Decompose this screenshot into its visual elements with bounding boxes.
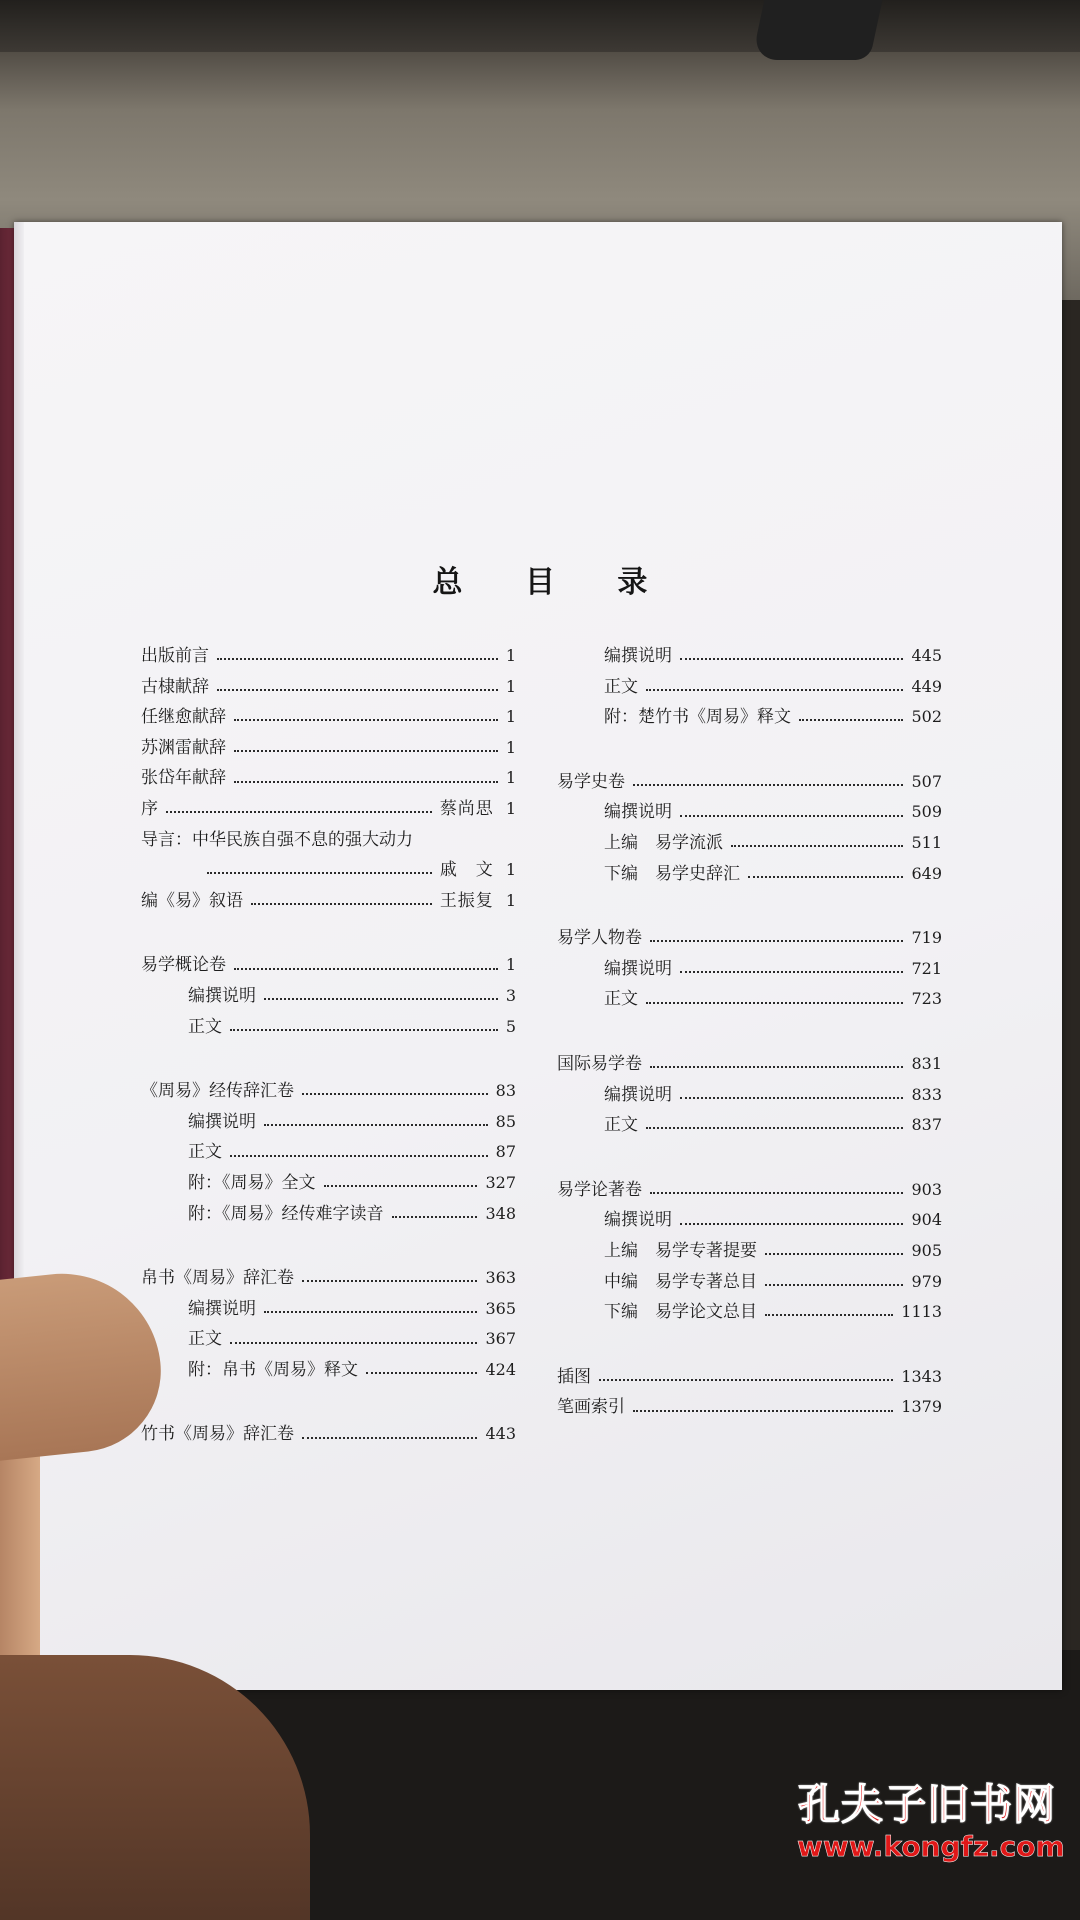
toc-entry-label: 易学人物卷 <box>557 928 642 949</box>
dot-leader <box>264 988 498 1000</box>
toc-subentry <box>557 641 942 672</box>
toc-entry-label: 正文 <box>604 676 638 697</box>
toc-subentry <box>141 1324 516 1355</box>
toc-entry-author: 王振复 <box>439 890 494 911</box>
toc-entry-label: 编《易》叙语 <box>141 890 243 911</box>
dot-leader <box>765 1274 903 1286</box>
dot-leader <box>646 1117 903 1129</box>
toc-page-number: 1 <box>505 955 516 975</box>
toc-page-number: 509 <box>911 802 942 822</box>
toc-page-number: 1113 <box>901 1302 942 1322</box>
toc-entry-label: 正文 <box>188 1142 222 1163</box>
dot-leader <box>264 1301 477 1313</box>
toc-entry-label: 中编 易学专著总目 <box>604 1271 757 1292</box>
dot-leader <box>599 1369 893 1381</box>
toc-entry-label: 笔画索引 <box>557 1397 625 1418</box>
toc-entry-label: 上编 易学专著提要 <box>604 1240 757 1261</box>
dot-leader <box>680 1213 903 1225</box>
toc-page-number: 3 <box>505 985 516 1005</box>
toc-entry-label: 附：《周易》全文 <box>188 1172 316 1193</box>
toc-entry-label: 编撰说明 <box>188 1298 256 1319</box>
toc-entry <box>141 886 516 917</box>
toc-subentry <box>141 981 516 1012</box>
dot-leader <box>799 709 903 721</box>
dot-leader <box>234 771 498 783</box>
section-gap <box>557 1328 942 1362</box>
dot-leader <box>166 801 432 813</box>
toc-entry <box>141 1419 516 1450</box>
toc-entry <box>141 825 516 856</box>
dot-leader <box>302 1083 488 1095</box>
dot-leader <box>650 930 903 942</box>
toc-entry-label: 《周易》经传辞汇卷 <box>141 1081 294 1102</box>
toc-entry <box>141 950 516 981</box>
toc-page-number: 837 <box>911 1115 942 1135</box>
toc-page-number: 365 <box>485 1298 516 1318</box>
toc-page-number: 87 <box>495 1142 516 1162</box>
watermark-brand: 孔夫子旧书网 <box>797 1780 1056 1829</box>
toc-entry-label: 编撰说明 <box>604 1210 672 1231</box>
dot-leader <box>748 866 903 878</box>
toc-entry-label: 导言：中华民族自强不息的强大动力 <box>141 829 413 850</box>
toc-subentry <box>557 1267 942 1298</box>
dot-leader <box>324 1175 478 1187</box>
toc-subentry <box>141 1199 516 1230</box>
toc-entry-label: 易学论著卷 <box>557 1179 642 1200</box>
page-title: 总 目 录 <box>432 565 674 600</box>
toc-page-number: 903 <box>911 1179 942 1199</box>
section-gap <box>141 1229 516 1263</box>
toc-entry-label: 易学概论卷 <box>141 955 226 976</box>
toc-entry-label: 编撰说明 <box>604 646 672 666</box>
section-gap <box>141 916 516 950</box>
toc-entry-label: 编撰说明 <box>604 958 672 979</box>
toc-entry-label: 附：帛书《周易》释文 <box>188 1359 358 1380</box>
toc-entry <box>141 672 516 703</box>
toc-page-number: 1 <box>505 737 516 757</box>
section-gap <box>557 1141 942 1175</box>
toc-subentry <box>557 859 942 890</box>
toc-entry-label: 帛书《周易》辞汇卷 <box>141 1268 294 1289</box>
toc-page-number: 424 <box>485 1359 516 1379</box>
toc-entry-label: 国际易学卷 <box>557 1053 642 1074</box>
toc-page-number: 449 <box>911 676 942 696</box>
toc-subentry <box>557 1205 942 1236</box>
toc-entry <box>141 702 516 733</box>
toc-page-number: 831 <box>911 1053 942 1073</box>
toc-entry-label: 正文 <box>188 1016 222 1037</box>
toc-subentry <box>557 1110 942 1141</box>
dot-leader <box>234 740 498 752</box>
toc-right-column <box>557 641 942 1423</box>
dot-leader <box>650 1056 903 1068</box>
dot-leader <box>765 1243 903 1255</box>
toc-page-number: 1 <box>505 890 516 910</box>
dot-leader <box>680 1087 903 1099</box>
toc-entry-label: 附：《周易》经传难字读音 <box>188 1203 384 1224</box>
toc-entry-label: 下编 易学史辞汇 <box>604 863 740 884</box>
dot-leader <box>251 893 432 905</box>
toc-page-number: 367 <box>485 1329 516 1349</box>
toc-subentry <box>141 1294 516 1325</box>
toc-subentry <box>141 1168 516 1199</box>
dot-leader <box>207 862 432 874</box>
toc-entry-label: 易学史卷 <box>557 771 625 792</box>
toc-page-number: 507 <box>911 771 942 791</box>
dot-leader <box>633 774 903 786</box>
toc-page-number: 363 <box>485 1268 516 1288</box>
dot-leader <box>264 1114 488 1126</box>
toc-subentry <box>557 1297 942 1328</box>
toc-page-number: 327 <box>485 1172 516 1192</box>
toc-subentry <box>557 1080 942 1111</box>
toc-page-number: 511 <box>911 832 942 852</box>
toc-subentry <box>141 1137 516 1168</box>
toc-entry-label: 正文 <box>604 989 638 1010</box>
toc-entry-label: 上编 易学流派 <box>604 832 723 853</box>
dot-leader <box>234 709 498 721</box>
toc-page-number: 979 <box>911 1271 942 1291</box>
toc-page-number: 445 <box>911 646 942 665</box>
section-gap <box>141 1042 516 1076</box>
toc-entry-author: 戚 文 <box>439 860 494 881</box>
toc-entry <box>557 1362 942 1393</box>
dot-leader <box>680 648 903 660</box>
dot-leader <box>633 1400 893 1412</box>
toc-subentry <box>557 984 942 1015</box>
toc-page-number: 719 <box>911 928 942 948</box>
toc-page-number: 649 <box>911 863 942 883</box>
toc-entry-label: 出版前言 <box>141 646 209 666</box>
toc-page-number: 1 <box>505 768 516 788</box>
toc-entry-label: 编撰说明 <box>188 985 256 1006</box>
dot-leader <box>680 961 903 973</box>
dot-leader <box>302 1427 477 1439</box>
toc-entry <box>141 794 516 825</box>
toc-entry <box>141 855 516 886</box>
toc-entry-label: 任继愈献辞 <box>141 707 226 728</box>
toc-entry-label: 下编 易学论文总目 <box>604 1302 757 1323</box>
toc-subentry <box>557 672 942 703</box>
toc-entry <box>141 1076 516 1107</box>
toc-subentry <box>557 828 942 859</box>
binder-clip <box>752 0 883 60</box>
toc-entry-label: 正文 <box>188 1329 222 1350</box>
section-gap <box>557 733 942 767</box>
toc-subentry <box>141 1012 516 1043</box>
toc-entry-author: 蔡尚思 <box>439 798 494 819</box>
toc-page-number: 443 <box>485 1424 516 1444</box>
toc-page-number: 904 <box>911 1210 942 1230</box>
toc-entry <box>557 1392 942 1423</box>
toc-entry-label: 编撰说明 <box>604 1084 672 1105</box>
toc-entry <box>141 763 516 794</box>
toc-page-number: 85 <box>495 1111 516 1131</box>
toc-entry-label: 序 <box>141 798 158 819</box>
toc-entry-label: 插图 <box>557 1366 591 1387</box>
dot-leader <box>731 835 903 847</box>
toc-left-column <box>141 641 516 1450</box>
toc-subentry <box>141 1107 516 1138</box>
toc-subentry <box>557 797 942 828</box>
toc-entry-label: 附：楚竹书《周易》释文 <box>604 707 791 728</box>
toc-subentry <box>557 1236 942 1267</box>
toc-page-number: 833 <box>911 1084 942 1104</box>
dot-leader <box>234 958 498 970</box>
toc-page-number: 1379 <box>901 1397 942 1417</box>
toc-subentry <box>557 954 942 985</box>
dot-leader <box>765 1304 893 1316</box>
toc-entry-label: 张岱年献辞 <box>141 768 226 789</box>
dot-leader <box>230 1145 488 1157</box>
toc-entry-label: 古棣献辞 <box>141 676 209 697</box>
toc-subentry <box>557 702 942 733</box>
toc-page-number: 502 <box>911 707 942 727</box>
toc-page-number: 905 <box>911 1240 942 1260</box>
toc-entry <box>557 923 942 954</box>
dot-leader <box>217 648 498 660</box>
toc-entry <box>141 1263 516 1294</box>
wall-shadow <box>0 0 1080 52</box>
dot-leader <box>230 1019 498 1031</box>
section-gap <box>557 889 942 923</box>
toc-entry-label: 编撰说明 <box>188 1111 256 1132</box>
dot-leader <box>230 1332 477 1344</box>
dot-leader <box>302 1270 477 1282</box>
toc-entry-label: 正文 <box>604 1115 638 1136</box>
dot-leader <box>646 679 903 691</box>
toc-entry-label: 苏渊雷献辞 <box>141 737 226 758</box>
toc-page-number: 1 <box>505 646 516 665</box>
dot-leader <box>366 1362 477 1374</box>
dot-leader <box>650 1182 903 1194</box>
watermark-url: www.kongfz.com <box>797 1830 1065 1863</box>
toc-entry <box>141 641 516 672</box>
toc-entry <box>141 733 516 764</box>
section-gap <box>141 1385 516 1419</box>
toc-page-number: 1 <box>505 798 516 818</box>
toc-page-number: 723 <box>911 989 942 1009</box>
watermark <box>797 1780 1065 1864</box>
dot-leader <box>392 1206 478 1218</box>
toc-page-number: 1 <box>505 860 516 880</box>
dot-leader <box>646 992 903 1004</box>
toc-page-number: 5 <box>505 1016 516 1036</box>
toc-page-number: 1343 <box>901 1366 942 1386</box>
toc-page-number: 721 <box>911 958 942 978</box>
toc-entry-label: 编撰说明 <box>604 802 672 823</box>
toc-subentry <box>141 1355 516 1386</box>
toc-page-number: 348 <box>485 1203 516 1223</box>
toc-entry-label: 竹书《周易》辞汇卷 <box>141 1424 294 1445</box>
dot-leader <box>217 679 498 691</box>
toc-page-number: 1 <box>505 707 516 727</box>
toc-entry <box>557 1049 942 1080</box>
toc-entry <box>557 767 942 798</box>
toc-entry <box>557 1175 942 1206</box>
toc-page-number: 83 <box>495 1081 516 1101</box>
toc-page-number: 1 <box>505 676 516 696</box>
dot-leader <box>680 805 903 817</box>
section-gap <box>557 1015 942 1049</box>
